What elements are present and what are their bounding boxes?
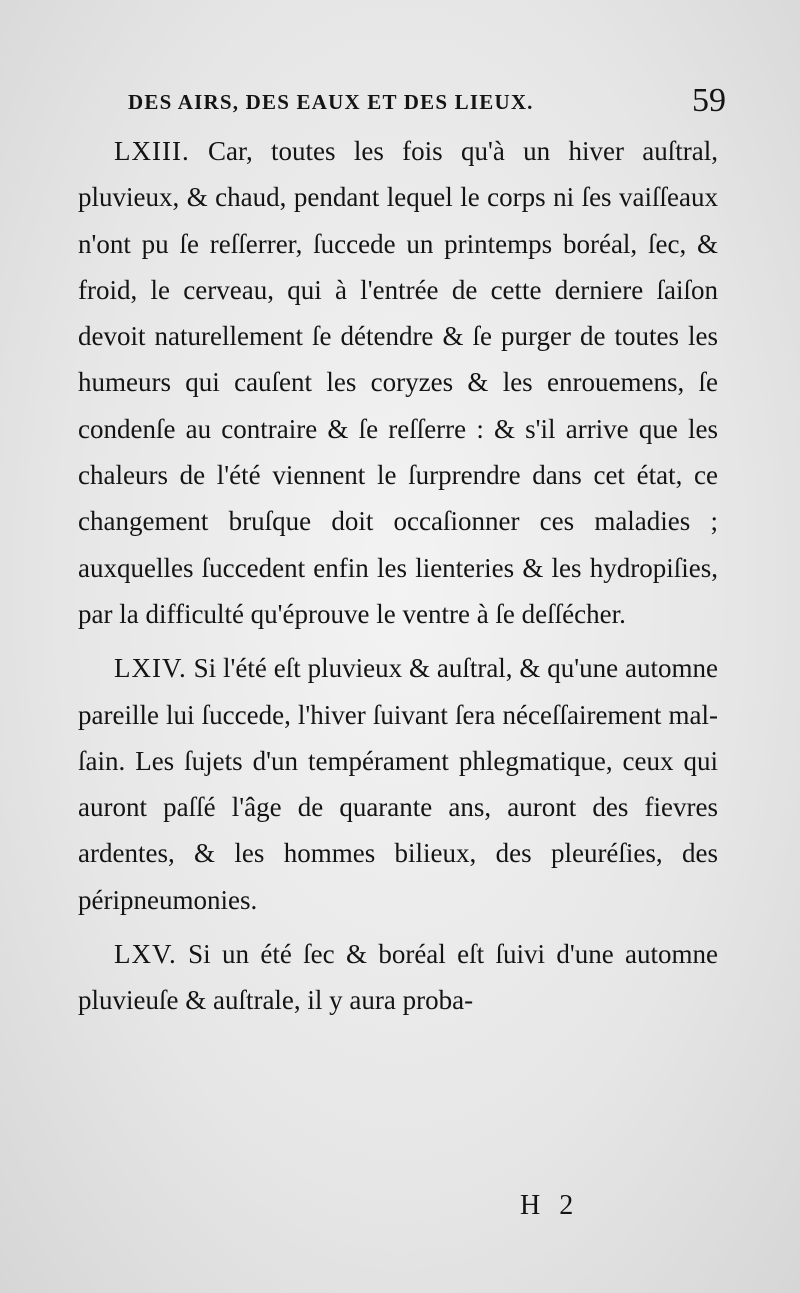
running-title: DES AIRS, DES EAUX ET DES LIEUX. bbox=[128, 90, 534, 114]
paragraph-lxiv bbox=[78, 645, 718, 923]
page-number: 59 bbox=[692, 82, 726, 119]
section-number: LXIII. bbox=[114, 136, 190, 166]
paragraph-text: Si un été ſec & boréal eſt ſuivi d'une automne pluvieuſe & auſtrale, il y aura proba- bbox=[78, 939, 719, 1016]
body-text bbox=[78, 128, 718, 1032]
paragraph-text: Si l'été eſt pluvieux & auſtral, & qu'une automne pareille lui ſuccede, l'hiver ſuivant ſera néceſſairement mal-ſain. Les ſujets d'un tempérament phlegmatique, ceux qui auront paſſé l'âge de quarante ans, auront des fievres ardentes, & les hommes bilieux, des pleuréſies, des péripneumonies. bbox=[78, 653, 718, 915]
section-number: LXV. bbox=[114, 939, 177, 970]
paragraph-lxiii bbox=[78, 128, 718, 637]
paragraph-text: Car, toutes les fois qu'à un hiver auſtral, pluvieux, & chaud, pendant lequel le corps ni ſes vaiſſeaux n'ont pu ſe reſſerrer, ſuccede un printemps boréal, ſec, & froid, le cerveau, qui à l'entrée de cette derniere ſaiſon devoit naturellement ſe détendre & ſe purger de toutes les humeurs qui cauſent les coryzes & les enrouemens, ſe condenſe au contraire & ſe reſſerre : & s'il arrive que les chaleurs de l'été viennent le ſurprendre dans cet état, ce changement bruſque doit occaſionner ces maladies ; auxquelles ſuccedent enfin les lienteries & les hydropiſies, par la difficulté qu'éprouve le ventre à ſe deſſécher. bbox=[78, 136, 718, 629]
page-header bbox=[120, 82, 726, 122]
section-number: LXIV. bbox=[114, 653, 187, 684]
signature-mark: H 2 bbox=[520, 1190, 580, 1221]
paragraph-lxv bbox=[78, 931, 718, 1024]
